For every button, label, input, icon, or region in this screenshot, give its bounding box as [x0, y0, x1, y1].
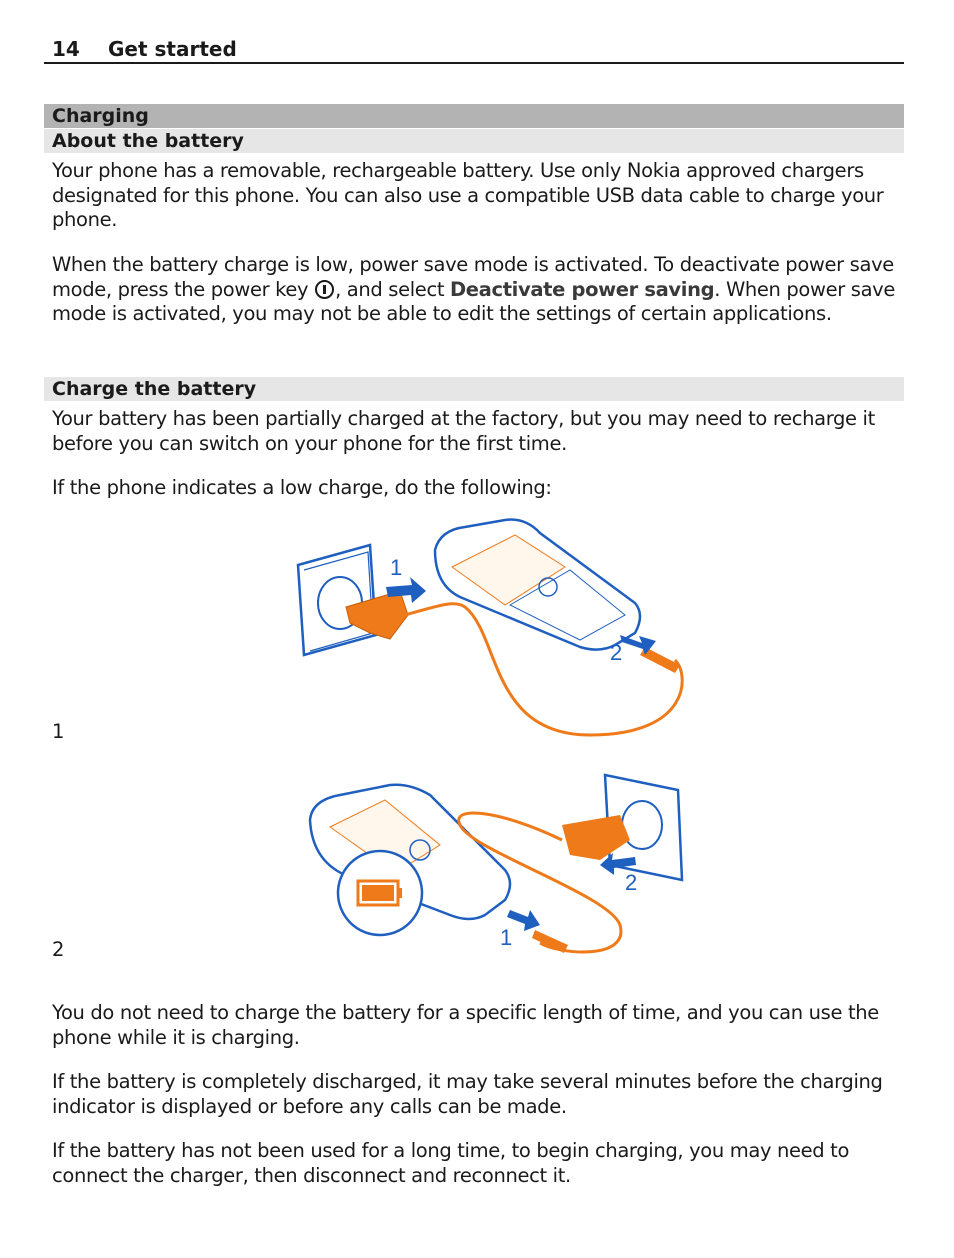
charge-paragraph-2: If the phone indicates a low charge, do the following: — [52, 476, 552, 499]
battery-indicator-icon — [338, 851, 422, 935]
phone-icon — [435, 520, 640, 650]
step-number: 1 — [52, 720, 65, 743]
chapter-title: Get started — [108, 37, 237, 61]
callout-number: 2 — [610, 640, 623, 665]
subheading-about-battery: About the battery — [44, 129, 904, 153]
about-paragraph-1: Your phone has a removable, rechargeable battery. Use only Nokia approved chargers designated for this phone. You can also use a compatible USB data cable to charge your phone. — [52, 159, 884, 231]
page-header — [44, 36, 904, 64]
callout-number: 1 — [390, 555, 403, 580]
callout-number: 1 — [500, 925, 513, 950]
charge-paragraph-5: If the battery has not been used for a long time, to begin charging, you may need to connect the charger, then disconnect and reconnect it. — [52, 1139, 850, 1187]
page-number: 14 — [52, 37, 80, 61]
wall-socket-icon — [298, 545, 376, 655]
charge-paragraph-3: You do not need to charge the battery for a specific length of time, and you can use the phone while it is charging. — [52, 1001, 879, 1049]
cable-connector-icon — [532, 930, 568, 953]
figure-step-1-connect-charger — [290, 515, 700, 745]
section-heading-charging: Charging — [44, 104, 904, 128]
callout-number: 2 — [625, 870, 638, 895]
charge-paragraph-4: If the battery is completely discharged, it may take several minutes before the charging indicator is displayed or before any calls can be made. — [52, 1070, 883, 1118]
subheading-charge-battery: Charge the battery — [44, 377, 904, 401]
about-paragraph-2 — [52, 253, 902, 327]
about-p2-part-c: . When power save mode is activated, you may not be able to edit the settings of certain applications. — [52, 277, 896, 325]
step-number: 2 — [52, 938, 65, 961]
figure-step-2-charging — [300, 765, 700, 965]
about-p2-part-a: When the battery charge is low, power save mode is activated. To deactivate power save mode, press the power key — [52, 253, 894, 301]
power-key-icon — [315, 280, 334, 299]
about-p2-part-b: , and select — [335, 277, 450, 301]
deactivate-power-saving-label: Deactivate power saving — [449, 277, 715, 301]
charge-paragraph-1: Your battery has been partially charged at the factory, but you may need to recharge it before you can switch on your phone for the first time. — [52, 407, 875, 455]
